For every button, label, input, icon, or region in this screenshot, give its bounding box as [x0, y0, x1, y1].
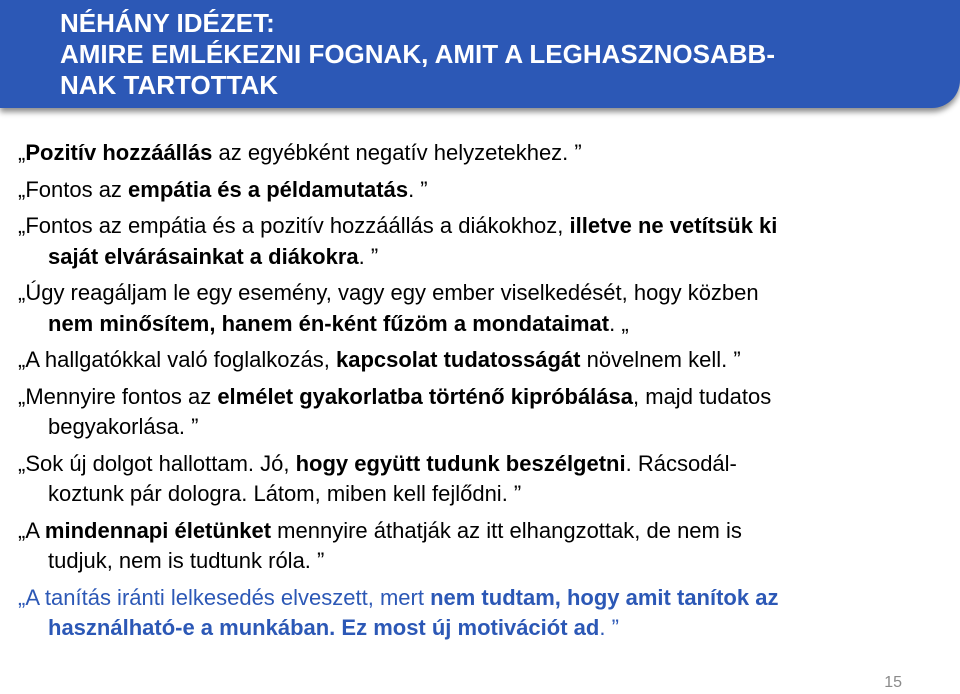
quote-line: [18, 412, 948, 443]
quote-emphasis: mindennapi életünket: [44, 517, 272, 543]
quote-item: [18, 345, 948, 376]
quote-text: „A: [18, 517, 45, 543]
quote-text: . „: [609, 310, 629, 336]
quote-text: koztunk pár dologra. Látom, miben kell fejlődni. ”: [48, 481, 522, 506]
quote-text: az egyébként negatív helyzetekhez. ”: [212, 140, 582, 165]
quote-emphasis: használható-e a munkában. Ez most új motivációt ad: [48, 615, 600, 640]
quote-emphasis: nem minősítem, hanem én-ként fűzöm a mondataimat: [48, 310, 610, 336]
quote-line: [18, 516, 948, 547]
quote-text: . ”: [599, 615, 619, 640]
quote-emphasis: Pozitív hozzáállás: [25, 140, 213, 165]
quote-list: [18, 138, 948, 650]
quote-emphasis: illetve ne vetítsük ki: [569, 213, 778, 238]
quote-item: [18, 449, 948, 510]
quote-text: „Fontos az: [18, 176, 129, 202]
page-number: 15: [884, 674, 902, 691]
quote-item: [18, 211, 948, 272]
quote-text: „A tanítás iránti lelkesedés elveszett, mert: [18, 584, 431, 610]
quote-emphasis: kapcsolat tudatosságát: [335, 347, 581, 372]
quote-item: [18, 516, 948, 577]
quote-line: [18, 546, 948, 577]
quote-item: [18, 138, 948, 169]
quote-line: [18, 583, 948, 614]
quote-line: [18, 278, 948, 309]
quote-line: [18, 479, 948, 510]
quote-emphasis: saját elvárásainkat a diákokra: [48, 243, 359, 269]
quote-text: . ”: [408, 176, 428, 202]
quote-emphasis: empátia és a példamutatás: [128, 176, 409, 202]
quote-text: „Fontos az empátia és a pozitív hozzáállás a diákokhoz,: [18, 213, 570, 238]
quote-text: , majd tudatos: [633, 383, 772, 409]
title-bar: [0, 0, 960, 108]
quote-text: tudjuk, nem is tudtunk róla. ”: [48, 548, 325, 573]
slide-title-line: AMIRE EMLÉKEZNI FOGNAK, AMIT A LEGHASZNOSABB-: [60, 39, 775, 69]
quote-line: [18, 345, 948, 376]
quote-item: [18, 583, 948, 644]
quote-text: „Sok új dolgot hallottam. Jó,: [18, 450, 296, 476]
quote-item: [18, 382, 948, 443]
slide-title: [60, 8, 775, 101]
quote-line: [18, 211, 948, 242]
quote-text: „Úgy reagáljam le egy esemény, vagy egy ember viselkedését, hogy közben: [18, 280, 759, 305]
quote-line: [18, 382, 948, 413]
quote-emphasis: elmélet gyakorlatba történő kipróbálása: [217, 383, 634, 409]
quote-line: [18, 175, 948, 206]
quote-text: . ”: [358, 243, 379, 269]
quote-line: [18, 138, 948, 169]
quote-line: [18, 242, 948, 273]
quote-text: mennyire áthatják az itt elhangzottak, de nem is: [271, 517, 742, 543]
quote-text: „: [18, 140, 26, 165]
quote-text: . Rácsodál-: [625, 450, 737, 476]
quote-item: [18, 175, 948, 206]
quote-text: „A hallgatókkal való foglalkozás,: [18, 347, 336, 372]
quote-text: „Mennyire fontos az: [18, 383, 218, 409]
quote-line: [18, 449, 948, 480]
quote-item: [18, 278, 948, 339]
slide-title-line: NAK TARTOTTAK: [60, 70, 279, 100]
quote-emphasis: nem tudtam, hogy amit tanítok az: [430, 584, 779, 610]
slide-title-line: NÉHÁNY IDÉZET:: [60, 8, 275, 38]
quote-line: [18, 613, 948, 644]
quote-text: begyakorlása. ”: [48, 414, 199, 439]
quote-text: növelnem kell. ”: [580, 347, 741, 372]
quote-emphasis: hogy együtt tudunk beszélgetni: [295, 450, 626, 476]
quote-line: [18, 309, 948, 340]
